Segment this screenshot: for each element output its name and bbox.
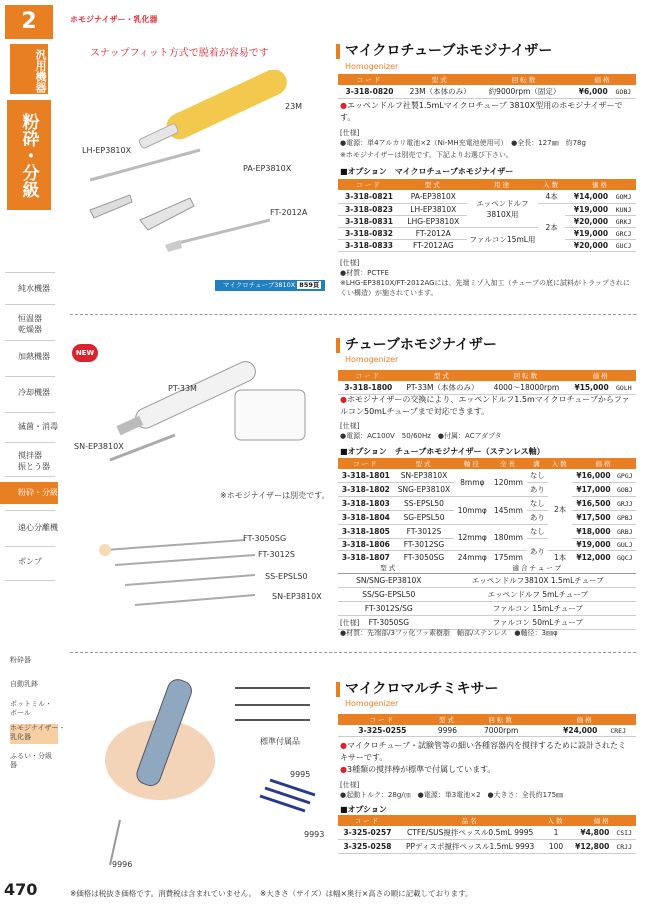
section1-note: ※ホモジナイザーは別売です。下記よりお選び下さい。	[340, 151, 513, 159]
section3-bullet-2: ●3種類の撹拌棒が標準で付属しています。	[340, 765, 496, 774]
breadcrumb: ホモジナイザー・乳化器	[70, 15, 158, 24]
cell-sub-code: KUNJ	[611, 204, 636, 216]
cell-price: ¥17,000	[572, 483, 614, 497]
section1-spec-2: ●材質：PCTFE	[340, 269, 389, 277]
table-row[interactable]	[338, 826, 636, 840]
side-item-遠心分離機[interactable]: 遠心分離機	[18, 523, 58, 532]
col-header: 価格	[570, 74, 636, 85]
table-row	[338, 602, 636, 616]
chapter-number: 2	[5, 5, 53, 39]
side-divider	[5, 272, 55, 273]
caption-sn-ep3810x-2: SN-EP3810X	[272, 592, 322, 601]
col-header: 全長	[490, 458, 526, 469]
cell-groove: なし	[527, 525, 549, 539]
cell-sub-code: GOMJ	[611, 190, 636, 204]
cell-sub-code: GRKJ	[611, 216, 636, 228]
section3-main-table	[338, 714, 636, 737]
cell-sub-code: GULJ	[614, 539, 636, 551]
cell-code: 3-325-0255	[338, 725, 427, 737]
table-row[interactable]	[338, 228, 636, 240]
side-category-label: 粉砕・分級	[7, 100, 51, 210]
cell-sub-code: GOBJ	[611, 85, 636, 99]
cell-code: 3-318-1806	[338, 539, 394, 551]
section2-spec-label-2: [仕様]	[340, 619, 360, 627]
side-divider	[5, 376, 55, 377]
caption-standard-accessory: 標準付属品	[260, 737, 300, 746]
cell-diameter: 24mmφ	[454, 551, 490, 565]
cell-use: エッペンドルフ3810X用	[467, 190, 539, 228]
section3-option-table	[338, 815, 636, 854]
side-item-ポンプ[interactable]: ポンプ	[18, 557, 42, 566]
caption-pa-ep3810x: PA-EP3810X	[243, 164, 292, 173]
section2-option-table	[338, 458, 636, 565]
col-header: コード	[338, 458, 394, 469]
section2-spec-2: ●材質：先端部/3フッ化フッ素樹脂 軸部/ステンレス ●軸径：3㎜φ	[340, 629, 558, 637]
side-item-加熱機器[interactable]: 加熱機器	[18, 352, 50, 361]
cell-speed: 約9000rpm（固定）	[479, 85, 570, 99]
col-header: 型式	[427, 714, 468, 725]
section1-headline: スナップフィット方式で脱着が容易です	[90, 48, 269, 59]
table-row[interactable]	[338, 190, 636, 204]
cell-price: ¥20,000	[565, 216, 611, 228]
cell-groove: なし	[527, 497, 549, 511]
cell-tube: エッペンドルフ 5mLチューブ	[440, 588, 636, 602]
col-header: 型式	[338, 562, 440, 574]
cell-sub-code: GOBJ	[614, 483, 636, 497]
cell-price: ¥12,800	[569, 840, 613, 854]
cell-code: 3-318-1803	[338, 497, 394, 511]
cell-price: ¥6,000	[570, 85, 611, 99]
cell-code: 3-318-1802	[338, 483, 394, 497]
side-divider	[5, 546, 55, 547]
cell-tube: ファルコン 15mLチューブ	[440, 602, 636, 616]
table-row[interactable]	[338, 525, 636, 539]
cell-tube: ファルコン 50mLチューブ	[440, 616, 636, 630]
caption-lh-ep3810x: LH-EP3810X	[82, 146, 132, 155]
cell-qty: 2本	[538, 204, 564, 252]
side-item-滅菌消毒[interactable]: 滅菌・消毒	[18, 422, 58, 431]
sub-item-ふるい[interactable]: ふるい・分級器	[10, 752, 52, 769]
cell-code: 3-318-1804	[338, 511, 394, 525]
side-item-冷却機器[interactable]: 冷却機器	[18, 388, 50, 397]
section2-bullet: ●ホモジナイザーの交換により、エッペンドルフ1.5mマイクロチューブからファルコン50mLチューブまで対応できます。	[340, 395, 630, 416]
section3-spec: ●起動トルク：28g/㎝ ●電源：単3電池×2 ●大きさ：全長約175㎜	[340, 791, 564, 799]
cell-sub-code: GPGJ	[614, 469, 636, 483]
col-header: 入数	[543, 815, 568, 826]
cell-qty: 1	[543, 826, 568, 840]
cell-length: 120mm	[490, 469, 526, 497]
cell-sub-code: CSIJ	[612, 826, 636, 840]
cell-model: SG-EPSL50	[394, 511, 454, 525]
cell-groove: あり	[527, 539, 549, 565]
cell-model: 9996	[427, 725, 468, 737]
cell-model: PT-33M（本体のみ）	[399, 381, 487, 395]
cell-name: CTFE/SUS撹拌ペッスル0.5mL 9995	[397, 826, 544, 840]
col-header: コード	[338, 179, 400, 190]
cell-sub-code: GPBJ	[614, 511, 636, 525]
cell-speed: 7000rpm	[468, 725, 534, 737]
col-header: 溝	[527, 458, 549, 469]
cell-code: 3-318-1805	[338, 525, 394, 539]
col-header: 型式	[399, 370, 487, 381]
cell-sub-code: GRJJ	[614, 497, 636, 511]
cell-code: 3-318-0833	[338, 240, 400, 252]
cell-sub-code: CRJJ	[612, 840, 636, 854]
section3-bullet-1: ●マイクロチューブ・試験管等の細い各種容器内を撹拌するために設計されたミキサーです。	[340, 741, 627, 762]
cell-sub-code: GRBJ	[614, 525, 636, 539]
cell-model: SN/SNG-EP3810X	[338, 574, 440, 588]
table-row[interactable]	[338, 840, 636, 854]
table-row[interactable]	[338, 725, 636, 737]
cell-price: ¥12,000	[572, 551, 614, 565]
section2-spec: ●電源：AC100V 50/60Hz ●付属：ACアダプタ	[340, 432, 502, 440]
section-divider	[70, 314, 636, 315]
caption-ft-3012s: FT-3012S	[258, 550, 295, 559]
cell-code: 3-318-1807	[338, 551, 394, 565]
cell-sub-code: CREJ	[600, 725, 636, 737]
cell-model: SNG-EP3810X	[394, 483, 454, 497]
cell-sub-code: GUCJ	[611, 240, 636, 252]
section1-option-title: ■オプション マイクロチューブホモジナイザー	[340, 167, 514, 176]
col-header: 型式	[401, 74, 479, 85]
cell-groove: あり	[527, 511, 549, 525]
cell-sub-code: GQCJ	[614, 551, 636, 565]
reference-bar[interactable]	[215, 280, 325, 291]
section1-spec-label-2: [仕様]	[340, 259, 360, 267]
section1-bullet: ●エッペンドルフ社製1.5mLマイクロチューブ 3810X型用のホモジナイザーです。	[340, 101, 623, 122]
sub-item-自動乳鉢[interactable]: 自動乳鉢	[10, 680, 38, 688]
side-item-撹拌器[interactable]: 撹拌器 振とう器	[18, 451, 50, 471]
cell-price: ¥19,000	[565, 204, 611, 216]
section3-title: マイクロマルチミキサー	[336, 682, 498, 697]
cell-qty: 2本	[548, 469, 572, 551]
col-header: 用途	[467, 179, 539, 190]
col-header: コード	[338, 74, 401, 85]
caption-9993: 9993	[304, 830, 325, 839]
cell-code: 3-325-0257	[338, 826, 397, 840]
cell-tube: エッペンドルフ3810X 1.5mLチューブ	[440, 574, 636, 588]
table-row[interactable]	[338, 85, 636, 99]
cell-price: ¥16,000	[572, 469, 614, 483]
cell-code: 3-318-0820	[338, 85, 401, 99]
caption-ft-2012a: FT-2012A	[270, 208, 308, 217]
col-header: 型式	[394, 458, 454, 469]
cell-sub-code: GRCJ	[611, 228, 636, 240]
cell-model: LHG-EP3810X	[400, 216, 466, 228]
col-header: コード	[338, 714, 427, 725]
side-item-純水機器[interactable]: 純水機器	[18, 284, 50, 293]
section1-title: マイクロチューブホモジナイザー	[336, 44, 552, 59]
side-divider	[5, 510, 55, 511]
table-row	[338, 588, 636, 602]
col-header: 価格	[572, 458, 636, 469]
cell-use: ファルコン15mL用	[467, 228, 539, 252]
cell-model: FT-2012A	[400, 228, 466, 240]
section3-subtitle: Homogenizer	[345, 699, 399, 708]
cell-length: 175mm	[490, 551, 526, 565]
section1-note-2: ※LHG-EP3810X/FT-2012AGには、先端ミゾ入加工（チューブの底に試料がトラップされにくい構造）が施されています。	[340, 279, 630, 297]
page-number: 470	[4, 880, 38, 899]
cell-sub-code: GOLH	[612, 381, 636, 395]
cell-model: FT-3050SG	[394, 551, 454, 565]
cell-model: PA-EP3810X	[400, 190, 466, 204]
section1-spec-label: [仕様]	[340, 129, 360, 137]
caption-9996: 9996	[112, 860, 133, 869]
sub-item-粉砕器[interactable]: 粉砕器	[10, 656, 31, 664]
cell-model: SN-EP3810X	[394, 469, 454, 483]
cell-diameter: 8mmφ	[454, 469, 490, 497]
table-row[interactable]	[338, 469, 636, 483]
side-item-恒温器[interactable]: 恒温器 乾燥器	[18, 314, 42, 334]
col-header: コード	[338, 815, 397, 826]
cell-code: 3-318-1801	[338, 469, 394, 483]
cell-groove: あり	[527, 483, 549, 497]
caption-pt-33m: PT-33M	[168, 384, 197, 393]
side-divider	[5, 476, 55, 477]
cell-price: ¥18,000	[572, 525, 614, 539]
section2-main-table	[338, 370, 636, 395]
caption-note: ※ホモジナイザーは別売です。	[220, 491, 330, 500]
side-section-label: 汎用機器	[10, 44, 48, 94]
caption-ft-3050sg: FT-3050SG	[243, 534, 287, 543]
side-divider	[5, 340, 55, 341]
col-header: コード	[338, 370, 399, 381]
section3-option-title: ■オプション	[340, 805, 387, 814]
cell-price: ¥15,000	[567, 381, 612, 395]
cell-length: 145mm	[490, 497, 526, 525]
side-divider	[5, 442, 55, 443]
cell-model: FT-2012AG	[400, 240, 466, 252]
col-header: 入数	[548, 458, 572, 469]
caption-ss-epsl50: SS-EPSL50	[265, 572, 308, 581]
col-header: 回転数	[479, 74, 570, 85]
sub-item-ホモジナイザー[interactable]: ホモジナイザー・ 乳化器	[10, 724, 58, 744]
footer-note: ※価格は税抜き価格です。消費税は含まれていません。 ※大きさ（サイズ）は幅×奥行×高さの順に記載しております。	[70, 889, 473, 898]
cell-price: ¥14,000	[565, 190, 611, 204]
cell-qty: 1本	[548, 551, 572, 565]
sub-item-ポットミル[interactable]: ポットミル・ ボール	[10, 700, 52, 717]
cell-length: 180mm	[490, 525, 526, 551]
cell-name: PPディスポ撹拌ペッスル1.5mL 9993	[397, 840, 544, 854]
cell-diameter: 12mmφ	[454, 525, 490, 551]
col-header: 回転数	[468, 714, 534, 725]
cell-model: SS/SG-EPSL50	[338, 588, 440, 602]
section2-option-title: ■オプション チューブホモジナイザー（ステンレス軸）	[340, 447, 545, 456]
section1-subtitle: Homogenizer	[345, 62, 399, 71]
section2-compat-table	[338, 562, 636, 630]
col-header: 型式	[400, 179, 466, 190]
side-divider	[5, 304, 55, 305]
cell-model: SS-EPSL50	[394, 497, 454, 511]
table-row[interactable]	[338, 497, 636, 511]
cell-groove: なし	[527, 469, 549, 483]
section1-option-table	[338, 179, 636, 252]
side-divider	[5, 412, 55, 413]
cell-model: LH-EP3810X	[400, 204, 466, 216]
col-header: 適合チューブ	[440, 562, 636, 574]
reference-page: 859頁	[299, 281, 320, 289]
section2-spec-label: [仕様]	[340, 422, 360, 430]
table-row	[338, 574, 636, 588]
col-header: 価格	[569, 815, 636, 826]
cell-price: ¥19,000	[565, 228, 611, 240]
section2-title: チューブホモジナイザー	[336, 338, 497, 353]
cell-qty: 4本	[538, 190, 564, 204]
cell-model: FT-3012SG	[394, 539, 454, 551]
cell-code: 3-318-0821	[338, 190, 400, 204]
col-header: 価格	[534, 714, 636, 725]
cell-price: ¥17,500	[572, 511, 614, 525]
section1-spec: ●電源：単4アルカリ電池×2（Ni-MH充電池使用可） ●全長：127㎜ 約78g	[340, 139, 586, 147]
section-divider	[70, 652, 636, 653]
col-header: 価格	[565, 179, 636, 190]
cell-code: 3-318-0823	[338, 204, 400, 216]
table-row[interactable]	[338, 381, 636, 395]
cell-price: ¥24,000	[534, 725, 600, 737]
new-badge: NEW	[72, 344, 98, 362]
cell-price: ¥4,800	[569, 826, 613, 840]
cell-price: ¥20,000	[565, 240, 611, 252]
col-header: 入数	[538, 179, 564, 190]
cell-model: FT-3012S/SG	[338, 602, 440, 616]
caption-23m: 23M	[285, 102, 303, 111]
cell-price: ¥16,500	[572, 497, 614, 511]
cell-model: FT-3012S	[394, 525, 454, 539]
cell-model: FT-3050SG	[338, 616, 440, 630]
cell-code: 3-318-0831	[338, 216, 400, 228]
side-divider	[5, 580, 55, 581]
caption-sn-ep3810x: SN-EP3810X	[74, 442, 124, 451]
section2-subtitle: Homogenizer	[345, 355, 399, 364]
cell-model: 23M（本体のみ）	[401, 85, 479, 99]
cell-diameter: 10mmφ	[454, 497, 490, 525]
cell-code: 3-318-0832	[338, 228, 400, 240]
reference-label: マイクロチューブ3810X	[223, 281, 296, 289]
cell-speed: 4000〜18000rpm	[486, 381, 566, 395]
section3-spec-label: [仕様]	[340, 781, 360, 789]
cell-code: 3-318-1800	[338, 381, 399, 395]
col-header: 軸径	[454, 458, 490, 469]
col-header: 価格	[567, 370, 636, 381]
col-header: 品名	[397, 815, 544, 826]
cell-price: ¥19,000	[572, 539, 614, 551]
cell-code: 3-325-0258	[338, 840, 397, 854]
col-header: 回転数	[486, 370, 566, 381]
caption-9995: 9995	[290, 770, 311, 779]
cell-qty: 100	[543, 840, 568, 854]
side-item-粉砕分級[interactable]: 粉砕・分級	[0, 482, 58, 504]
section1-main-table	[338, 74, 636, 99]
